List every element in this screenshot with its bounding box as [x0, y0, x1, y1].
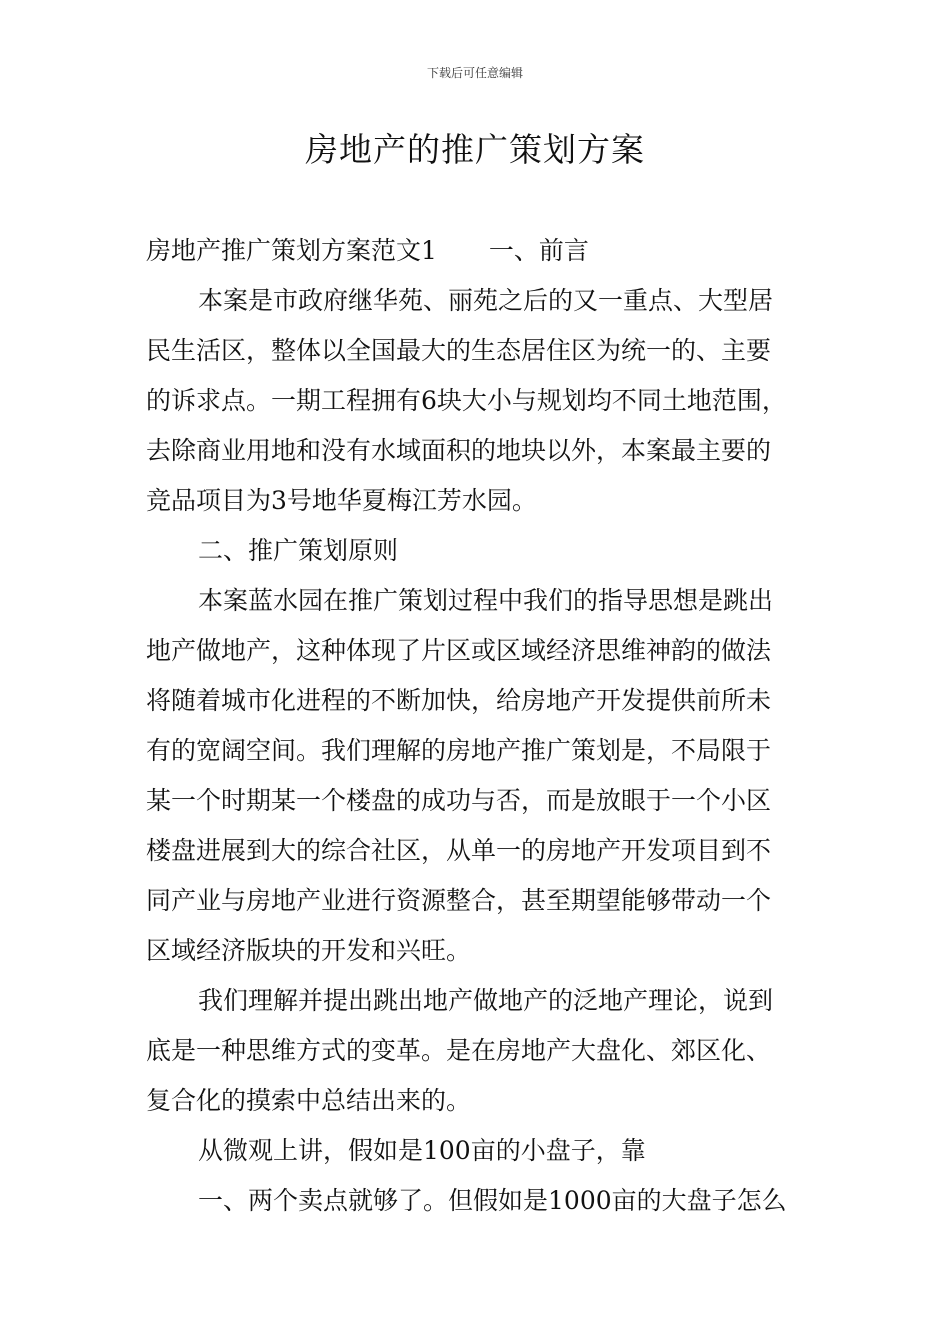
paragraph-line: 将随着城市化进程的不断加快，给房地产开发提供前所未	[146, 686, 772, 715]
paragraph-line	[146, 226, 806, 276]
section-heading: 房地产推广策划方案范文1	[146, 236, 437, 265]
paragraph-line: 本案蓝水园在推广策划过程中我们的指导思想是跳出	[198, 586, 774, 615]
paragraph-line: 楼盘进展到大的综合社区，从单一的房地产开发项目到不	[146, 836, 772, 865]
paragraph-line: 地产做地产，这种体现了片区或区域经济思维神韵的做法	[146, 636, 772, 665]
paragraph-line: 区域经济版块的开发和兴旺。	[146, 936, 472, 965]
document-body	[146, 226, 806, 1226]
paragraph-line: 某一个时期某一个楼盘的成功与否，而是放眼于一个小区	[146, 786, 772, 815]
paragraph-line: 去除商业用地和没有水域面积的地块以外，本案最主要的	[146, 436, 772, 465]
section-heading-preface: 一、前言	[488, 236, 589, 265]
page-title: 房地产的推广策划方案	[305, 130, 645, 169]
paragraph-line: 民生活区，整体以全国最大的生态居住区为统一的、主要	[146, 336, 772, 365]
paragraph-line: 同产业与房地产业进行资源整合，甚至期望能够带动一个	[146, 886, 772, 915]
header-note: 下载后可任意编辑	[426, 66, 523, 80]
paragraph-line: 本案是市政府继华苑、丽苑之后的又一重点、大型居	[198, 286, 774, 315]
paragraph-line: 复合化的摸索中总结出来的。	[146, 1086, 472, 1115]
paragraph-line: 的诉求点。一期工程拥有6块大小与规划均不同土地范围，	[146, 386, 787, 415]
paragraph-line: 从微观上讲，假如是100亩的小盘子，靠	[198, 1136, 646, 1165]
paragraph-line: 底是一种思维方式的变革。是在房地产大盘化、郊区化、	[146, 1036, 772, 1065]
paragraph-line: 我们理解并提出跳出地产做地产的泛地产理论，说到	[198, 986, 774, 1015]
section-heading-principles: 二、推广策划原则	[198, 536, 399, 565]
paragraph-line: 有的宽阔空间。我们理解的房地产推广策划是，不局限于	[146, 736, 772, 765]
paragraph-line: 竞品项目为3号地华夏梅江芳水园。	[146, 486, 537, 515]
paragraph-line: 一、两个卖点就够了。但假如是1000亩的大盘子怎么	[198, 1186, 787, 1215]
